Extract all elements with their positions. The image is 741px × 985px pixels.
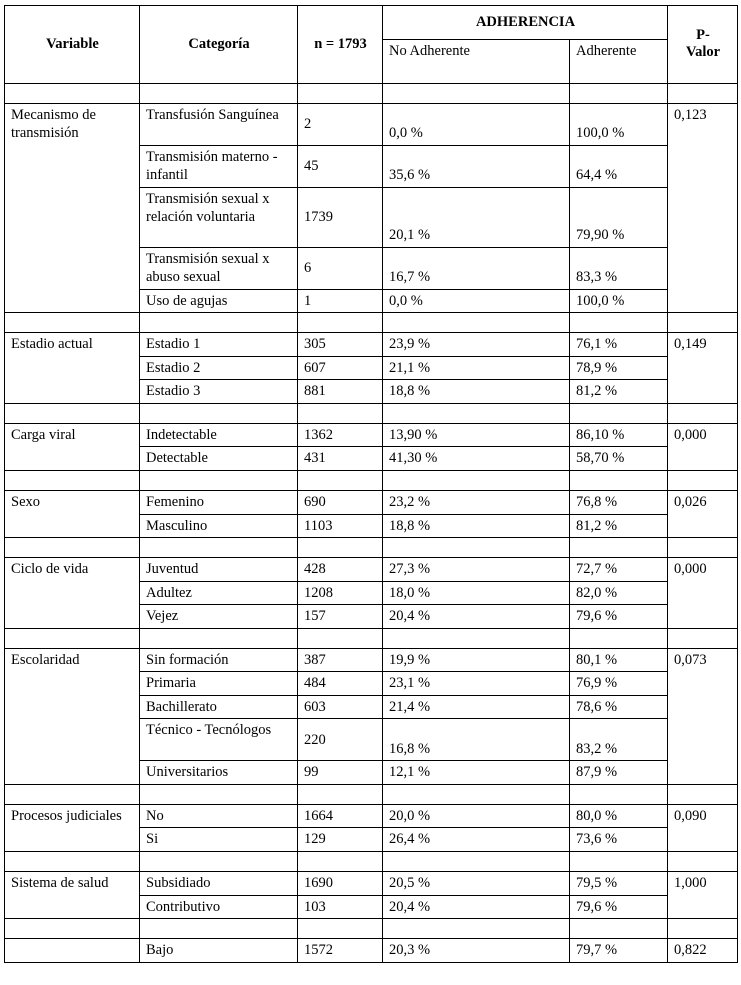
spacer-cell xyxy=(5,919,140,939)
no-adherente-cell: 20,4 % xyxy=(383,895,570,919)
spacer-cell xyxy=(668,919,738,939)
spacer-row xyxy=(5,538,738,558)
variable-label: Mecanismo de transmisión xyxy=(5,103,140,313)
categoria-cell: Transmisión sexual x abuso sexual xyxy=(140,247,298,289)
spacer-row xyxy=(5,471,738,491)
categoria-cell: Adultez xyxy=(140,581,298,605)
categoria-cell: Transmisión sexual x relación voluntaria xyxy=(140,187,298,247)
p-valor-cell: 0,026 xyxy=(668,491,738,538)
spacer-cell xyxy=(383,83,570,103)
spacer-cell xyxy=(668,538,738,558)
adherente-cell: 72,7 % xyxy=(570,558,668,582)
spacer-cell xyxy=(383,313,570,333)
adherente-cell: 82,0 % xyxy=(570,581,668,605)
column-header-variable: Variable xyxy=(5,6,140,84)
table-row xyxy=(5,648,738,672)
spacer-cell xyxy=(298,471,383,491)
spacer-cell xyxy=(298,313,383,333)
column-header-adherencia: ADHERENCIA xyxy=(383,6,668,40)
n-cell: 1572 xyxy=(298,939,383,963)
variable-label: Sistema de salud xyxy=(5,872,140,919)
categoria-cell: Bachillerato xyxy=(140,695,298,719)
n-cell: 220 xyxy=(298,719,383,761)
no-adherente-cell: 20,0 % xyxy=(383,804,570,828)
spacer-row xyxy=(5,852,738,872)
n-cell: 387 xyxy=(298,648,383,672)
spacer-cell xyxy=(570,403,668,423)
categoria-cell: Estadio 2 xyxy=(140,356,298,380)
spacer-cell xyxy=(5,313,140,333)
p-valor-cell: 0,149 xyxy=(668,333,738,404)
no-adherente-cell: 20,3 % xyxy=(383,939,570,963)
n-cell: 484 xyxy=(298,672,383,696)
spacer-cell xyxy=(668,471,738,491)
p-valor-cell: 0,000 xyxy=(668,558,738,629)
no-adherente-cell: 16,7 % xyxy=(383,247,570,289)
categoria-cell: Transmisión materno - infantil xyxy=(140,145,298,187)
n-cell: 6 xyxy=(298,247,383,289)
spacer-cell xyxy=(383,784,570,804)
spacer-cell xyxy=(570,852,668,872)
n-cell: 99 xyxy=(298,761,383,785)
spacer-cell xyxy=(383,538,570,558)
categoria-cell: Indetectable xyxy=(140,423,298,447)
spacer-cell xyxy=(383,471,570,491)
no-adherente-cell: 20,4 % xyxy=(383,605,570,629)
categoria-cell: Femenino xyxy=(140,491,298,515)
n-cell: 2 xyxy=(298,103,383,145)
no-adherente-cell: 16,8 % xyxy=(383,719,570,761)
n-cell: 1 xyxy=(298,289,383,313)
n-cell: 1208 xyxy=(298,581,383,605)
column-header-p-valor xyxy=(668,6,738,84)
spacer-cell xyxy=(5,852,140,872)
spacer-row xyxy=(5,403,738,423)
n-cell: 690 xyxy=(298,491,383,515)
categoria-cell: Si xyxy=(140,828,298,852)
header-row-main xyxy=(5,6,738,40)
no-adherente-cell: 41,30 % xyxy=(383,447,570,471)
n-cell: 603 xyxy=(298,695,383,719)
spacer-cell xyxy=(570,784,668,804)
n-cell: 1690 xyxy=(298,872,383,896)
n-cell: 1362 xyxy=(298,423,383,447)
spacer-cell xyxy=(140,471,298,491)
spacer-cell xyxy=(570,919,668,939)
adherente-cell: 100,0 % xyxy=(570,289,668,313)
spacer-cell xyxy=(298,784,383,804)
spacer-cell xyxy=(140,784,298,804)
categoria-cell: Estadio 3 xyxy=(140,380,298,404)
spacer-cell xyxy=(140,852,298,872)
no-adherente-cell: 23,2 % xyxy=(383,491,570,515)
adherente-cell: 81,2 % xyxy=(570,514,668,538)
categoria-cell: Primaria xyxy=(140,672,298,696)
spacer-cell xyxy=(298,83,383,103)
n-cell: 157 xyxy=(298,605,383,629)
adherente-cell: 83,2 % xyxy=(570,719,668,761)
table-body xyxy=(5,83,738,962)
no-adherente-cell: 21,4 % xyxy=(383,695,570,719)
adherente-cell: 79,90 % xyxy=(570,187,668,247)
no-adherente-cell: 0,0 % xyxy=(383,103,570,145)
variable-label: Estadio actual xyxy=(5,333,140,404)
spacer-cell xyxy=(5,784,140,804)
p-valor-cell: 0,073 xyxy=(668,648,738,784)
spacer-cell xyxy=(140,538,298,558)
spacer-cell xyxy=(668,628,738,648)
spacer-cell xyxy=(140,313,298,333)
p-valor-cell: 0,123 xyxy=(668,103,738,313)
categoria-cell: Vejez xyxy=(140,605,298,629)
n-cell: 428 xyxy=(298,558,383,582)
spacer-cell xyxy=(668,83,738,103)
adherente-cell: 78,9 % xyxy=(570,356,668,380)
categoria-cell: Técnico - Tecnólogos xyxy=(140,719,298,761)
p-valor-line1: P- xyxy=(696,26,710,43)
categoria-cell: Uso de agujas xyxy=(140,289,298,313)
categoria-cell: Transfusión Sanguínea xyxy=(140,103,298,145)
variable-label: Carga viral xyxy=(5,423,140,470)
categoria-cell: Juventud xyxy=(140,558,298,582)
p-valor-cell: 0,000 xyxy=(668,423,738,470)
variable-label: Ciclo de vida xyxy=(5,558,140,629)
adherente-cell: 83,3 % xyxy=(570,247,668,289)
no-adherente-cell: 20,1 % xyxy=(383,187,570,247)
categoria-cell: Bajo xyxy=(140,939,298,963)
adherente-cell: 86,10 % xyxy=(570,423,668,447)
no-adherente-cell: 18,8 % xyxy=(383,514,570,538)
adherente-cell: 78,6 % xyxy=(570,695,668,719)
p-valor-cell: 0,090 xyxy=(668,804,738,851)
n-cell: 881 xyxy=(298,380,383,404)
spacer-cell xyxy=(140,628,298,648)
spacer-cell xyxy=(5,628,140,648)
n-cell: 1664 xyxy=(298,804,383,828)
no-adherente-cell: 23,9 % xyxy=(383,333,570,357)
table-row xyxy=(5,872,738,896)
no-adherente-cell: 18,8 % xyxy=(383,380,570,404)
adherente-cell: 79,5 % xyxy=(570,872,668,896)
spacer-cell xyxy=(668,852,738,872)
spacer-cell xyxy=(5,83,140,103)
categoria-cell: Masculino xyxy=(140,514,298,538)
spacer-row xyxy=(5,83,738,103)
n-cell: 305 xyxy=(298,333,383,357)
table-row xyxy=(5,939,738,963)
categoria-cell: Subsidiado xyxy=(140,872,298,896)
no-adherente-cell: 20,5 % xyxy=(383,872,570,896)
spacer-cell xyxy=(668,313,738,333)
column-header-adherente: Adherente xyxy=(570,39,668,83)
p-valor-cell: 1,000 xyxy=(668,872,738,919)
spacer-cell xyxy=(570,538,668,558)
spacer-cell xyxy=(298,403,383,423)
column-header-n: n = 1793 xyxy=(298,6,383,84)
no-adherente-cell: 0,0 % xyxy=(383,289,570,313)
no-adherente-cell: 13,90 % xyxy=(383,423,570,447)
adherente-cell: 76,9 % xyxy=(570,672,668,696)
n-cell: 103 xyxy=(298,895,383,919)
table-row xyxy=(5,491,738,515)
categoria-cell: Contributivo xyxy=(140,895,298,919)
n-cell: 431 xyxy=(298,447,383,471)
spacer-cell xyxy=(383,628,570,648)
spacer-cell xyxy=(668,403,738,423)
no-adherente-cell: 23,1 % xyxy=(383,672,570,696)
adherente-cell: 76,8 % xyxy=(570,491,668,515)
table-row xyxy=(5,423,738,447)
table-row xyxy=(5,103,738,145)
no-adherente-cell: 21,1 % xyxy=(383,356,570,380)
spacer-row xyxy=(5,313,738,333)
spacer-cell xyxy=(5,471,140,491)
spacer-cell xyxy=(298,628,383,648)
column-header-no-adherente: No Adherente xyxy=(383,39,570,83)
adherente-cell: 80,0 % xyxy=(570,804,668,828)
categoria-cell: Detectable xyxy=(140,447,298,471)
spacer-cell xyxy=(383,852,570,872)
spacer-cell xyxy=(383,919,570,939)
adherente-cell: 81,2 % xyxy=(570,380,668,404)
n-cell: 1739 xyxy=(298,187,383,247)
no-adherente-cell: 19,9 % xyxy=(383,648,570,672)
adherente-cell: 87,9 % xyxy=(570,761,668,785)
spacer-cell xyxy=(140,83,298,103)
categoria-cell: Universitarios xyxy=(140,761,298,785)
spacer-cell xyxy=(298,852,383,872)
no-adherente-cell: 12,1 % xyxy=(383,761,570,785)
adherente-cell: 58,70 % xyxy=(570,447,668,471)
table-row xyxy=(5,804,738,828)
adherente-cell: 64,4 % xyxy=(570,145,668,187)
n-cell: 45 xyxy=(298,145,383,187)
adherente-cell: 80,1 % xyxy=(570,648,668,672)
spacer-cell xyxy=(570,471,668,491)
variable-label: Procesos judiciales xyxy=(5,804,140,851)
spacer-cell xyxy=(668,784,738,804)
spacer-cell xyxy=(383,403,570,423)
adherente-cell: 79,6 % xyxy=(570,895,668,919)
no-adherente-cell: 27,3 % xyxy=(383,558,570,582)
adherencia-statistics-table xyxy=(4,5,738,963)
spacer-cell xyxy=(140,919,298,939)
spacer-cell xyxy=(298,538,383,558)
p-valor-line2: Valor xyxy=(685,44,721,61)
spacer-cell xyxy=(570,83,668,103)
adherente-cell: 76,1 % xyxy=(570,333,668,357)
variable-label: Escolaridad xyxy=(5,648,140,784)
no-adherente-cell: 18,0 % xyxy=(383,581,570,605)
spacer-cell xyxy=(570,313,668,333)
p-valor-cell: 0,822 xyxy=(668,939,738,963)
no-adherente-cell: 26,4 % xyxy=(383,828,570,852)
n-cell: 1103 xyxy=(298,514,383,538)
variable-label xyxy=(5,939,140,963)
spacer-row xyxy=(5,628,738,648)
spacer-cell xyxy=(5,538,140,558)
spacer-row xyxy=(5,919,738,939)
table-row xyxy=(5,333,738,357)
categoria-cell: Sin formación xyxy=(140,648,298,672)
n-cell: 129 xyxy=(298,828,383,852)
spacer-cell xyxy=(570,628,668,648)
adherente-cell: 73,6 % xyxy=(570,828,668,852)
column-header-categoria: Categoría xyxy=(140,6,298,84)
spacer-cell xyxy=(298,919,383,939)
adherente-cell: 100,0 % xyxy=(570,103,668,145)
categoria-cell: No xyxy=(140,804,298,828)
adherente-cell: 79,6 % xyxy=(570,605,668,629)
table-row xyxy=(5,558,738,582)
n-cell: 607 xyxy=(298,356,383,380)
no-adherente-cell: 35,6 % xyxy=(383,145,570,187)
spacer-cell xyxy=(140,403,298,423)
spacer-row xyxy=(5,784,738,804)
adherente-cell: 79,7 % xyxy=(570,939,668,963)
table-header xyxy=(5,6,738,84)
variable-label: Sexo xyxy=(5,491,140,538)
categoria-cell: Estadio 1 xyxy=(140,333,298,357)
spacer-cell xyxy=(5,403,140,423)
